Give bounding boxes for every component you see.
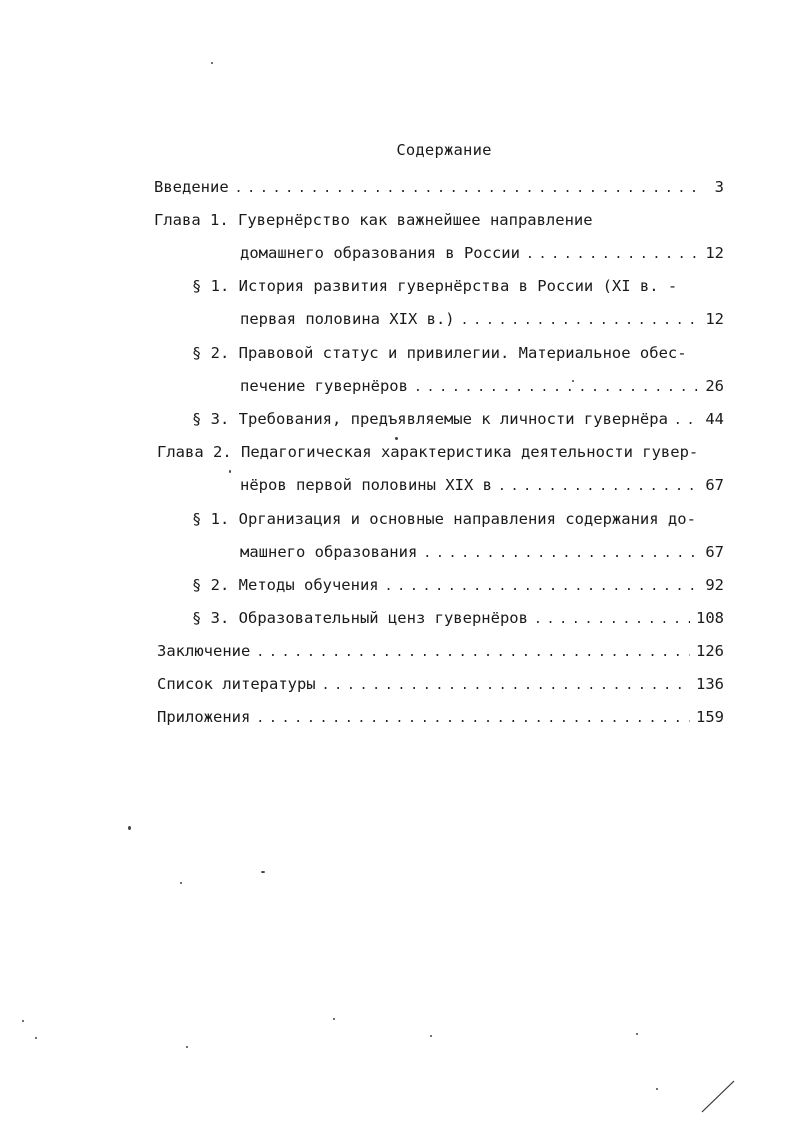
- toc-entry-ch2-s3: [192, 606, 724, 630]
- toc-page-number: 3: [714, 178, 724, 196]
- toc-page-number: 159: [696, 708, 724, 726]
- page-title: Содержание: [396, 141, 492, 159]
- toc-entry-chapter-1: [240, 241, 724, 265]
- scan-speck: [35, 1037, 37, 1039]
- toc-entry-text: Глава 2. Педагогическая характеристика деятельности гувер-: [157, 443, 699, 461]
- scan-speck: [430, 1035, 432, 1037]
- toc-page-number: 44: [705, 410, 724, 428]
- toc-entry-ch1-s1: [240, 307, 724, 331]
- toc-leader-dots: [256, 707, 690, 731]
- toc-page-number: 136: [696, 675, 724, 693]
- toc-entry-chapter-1-heading: [154, 208, 724, 232]
- toc-page-number: 126: [696, 642, 724, 660]
- toc-page-number: 67: [705, 543, 724, 561]
- toc-entry-text: § 3. Требования, предъявляемые к личности гувернёра: [192, 410, 668, 428]
- toc-leader-dots: [414, 376, 699, 400]
- toc-entry-intro: [154, 175, 724, 199]
- toc-leader-dots: [256, 641, 690, 665]
- toc-entry-text: домашнего образования в России: [240, 244, 520, 262]
- scan-speck: [186, 1046, 188, 1048]
- scan-speck: [211, 62, 213, 64]
- toc-entry-ch1-s2: [240, 374, 724, 398]
- toc-entry-ch1-s1-heading: [192, 274, 724, 298]
- toc-leader-dots: [498, 475, 699, 499]
- toc-entry-chapter-2-heading: [157, 440, 724, 464]
- toc-entry-ch2-s2: [192, 573, 724, 597]
- toc-leader-dots: [235, 177, 704, 201]
- toc-entry-ch2-s1: [240, 540, 724, 564]
- scan-speck: [261, 871, 265, 873]
- toc-entry-ch1-s3: [192, 407, 724, 431]
- toc-entry-text: нёров первой половины XIX в: [240, 476, 492, 494]
- scan-speck: [395, 437, 398, 440]
- toc-leader-dots: [423, 542, 699, 566]
- toc-entry-text: § 1. Организация и основные направления содержания до-: [192, 510, 696, 528]
- toc-page-number: 92: [705, 576, 724, 594]
- scan-speck: [229, 470, 231, 473]
- scan-speck: [333, 1018, 335, 1020]
- toc-entry-text: § 2. Правовой статус и привилегии. Материальное обес-: [192, 344, 687, 362]
- toc-entry-text: § 3. Образовательный ценз гувернёров: [192, 609, 528, 627]
- toc-leader-dots: [322, 674, 690, 698]
- toc-entry-text: Глава 1. Гувернёрство как важнейшее направление: [154, 211, 593, 229]
- scan-speck: [128, 826, 131, 830]
- toc-entry-ch2-s1-heading: [192, 507, 724, 531]
- toc-entry-text: § 1. История развития гувернёрства в России (XI в. -: [192, 277, 678, 295]
- scan-speck: [572, 380, 574, 382]
- toc-leader-dots: [461, 309, 700, 333]
- toc-entry-literature: [157, 672, 724, 696]
- toc-leader-dots: [526, 243, 699, 267]
- toc-page-number: 12: [705, 310, 724, 328]
- scan-speck: [22, 1020, 24, 1022]
- pen-stroke-mark: [700, 1078, 740, 1114]
- toc-entry-text: первая половина XIX в.): [240, 310, 455, 328]
- toc-entry-text: Заключение: [157, 642, 251, 660]
- toc-entry-text: § 2. Методы обучения: [192, 576, 379, 594]
- toc-entry-text: машнего образования: [240, 543, 418, 561]
- toc-entry-text: Список литературы: [157, 675, 316, 693]
- toc-page-number: 12: [705, 244, 724, 262]
- scan-speck: [180, 882, 182, 884]
- toc-page-number: 26: [705, 377, 724, 395]
- toc-entry-ch1-s2-heading: [192, 341, 724, 365]
- toc-entry-conclusion: [157, 639, 724, 663]
- toc-entry-text: Введение: [154, 178, 229, 196]
- toc-entry-text: Приложения: [157, 708, 251, 726]
- toc-entry-text: печение гувернёров: [240, 377, 408, 395]
- toc-entry-appendix: [157, 705, 724, 729]
- toc-entry-chapter-2: [240, 473, 724, 497]
- toc-leader-dots: [534, 608, 690, 632]
- scan-speck: [636, 1033, 638, 1035]
- toc-page-number: 108: [696, 609, 724, 627]
- scan-speck: [656, 1088, 658, 1090]
- toc-leader-dots: [674, 409, 699, 433]
- toc-page-number: 67: [705, 476, 724, 494]
- toc-leader-dots: [385, 575, 700, 599]
